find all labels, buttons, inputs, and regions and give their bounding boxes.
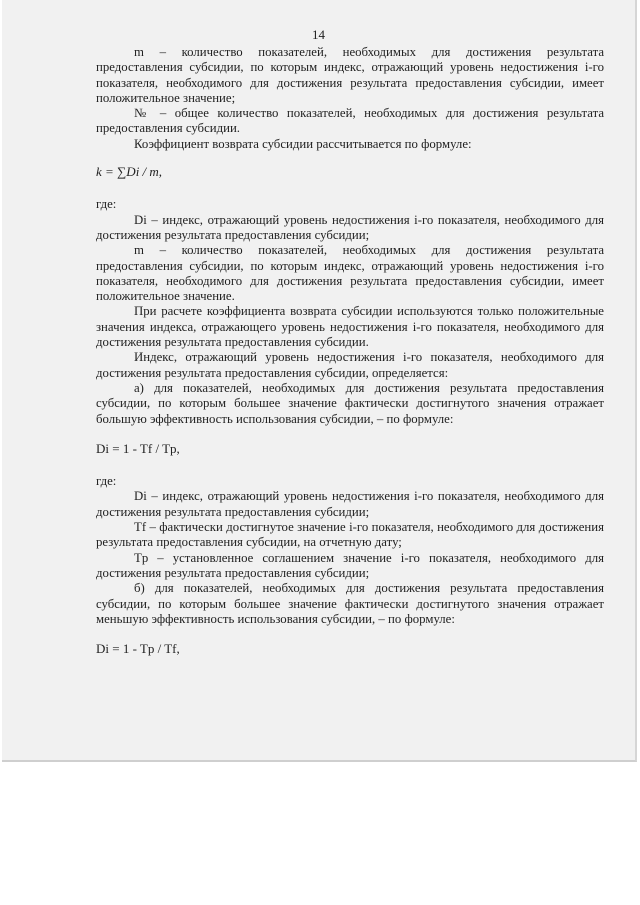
paragraph-di-definition: Di – индекс, отражающий уровень недостижения i-го показателя, необходимого для достижения результата предоставления субсидии;	[96, 212, 604, 242]
formula-return-coefficient: k = ∑Di / m,	[96, 164, 163, 180]
document-body	[96, 45, 604, 656]
paragraph-index-determined: Индекс, отражающий уровень недостижения i-го показателя, необходимого для достижения результата предоставления субсидии, определяется:	[96, 350, 604, 380]
paragraph-tp-definition: Tp – установленное соглашением значение i-го показателя, необходимого для достижения результата предоставления субсидии;	[96, 550, 604, 580]
paragraph-tf-definition: Tf – фактически достигнутое значение i-го показателя, необходимого для достижения результата предоставления субсидии, на отчетную дату;	[96, 520, 604, 550]
where-label: где:	[96, 197, 117, 212]
paragraph-case-b: б) для показателей, необходимых для достижения результата предоставления субсидии, по которым большее значение фактически достигнутого значения отражает меньшую эффективность использования субсидии, – по формуле:	[96, 581, 604, 626]
page-number: 14	[312, 27, 325, 42]
document-page	[2, 0, 637, 762]
paragraph-m-definition-2: m – количество показателей, необходимых для достижения результата предоставления субсидии, по которым индекс, отражающий уровень недостижения i-го показателя, необходимого для достижения результата предоставления субсидии, имеет положительное значение.	[96, 243, 604, 304]
where-label-2: где:	[96, 474, 117, 489]
paragraph-case-a: а) для показателей, необходимых для достижения результата предоставления субсидии, по которым большее значение фактически достигнутого значения отражает большую эффективность использования субсидии, – по формуле:	[96, 380, 604, 426]
paragraph-di-definition-2: Di – индекс, отражающий уровень недостижения i-го показателя, необходимого для достижения результата предоставления субсидии;	[96, 489, 604, 519]
formula-index-case-a: Di = 1 - Tf / Tp,	[96, 440, 180, 456]
paragraph-m-definition: m – количество показателей, необходимых для достижения результата предоставления субсидии, по которым индекс, отражающий уровень недостижения i-го показателя, необходимого для достижения результата предоставления субсидии, имеет положительное значение;	[96, 45, 604, 105]
paragraph-return-coefficient-intro: Коэффициент возврата субсидии рассчитывается по формуле:	[134, 136, 472, 151]
paragraph-n-definition: № – общее количество показателей, необходимых для достижения результата предоставления субсидии.	[96, 106, 604, 136]
formula-index-case-b: Di = 1 - Tp / Tf,	[96, 641, 180, 657]
paragraph-positive-values-note: При расчете коэффициента возврата субсидии используются только положительные значения индекса, отражающего уровень недостижения i-го показателя, необходимого для достижения результата предоставления субсидии.	[96, 304, 604, 350]
